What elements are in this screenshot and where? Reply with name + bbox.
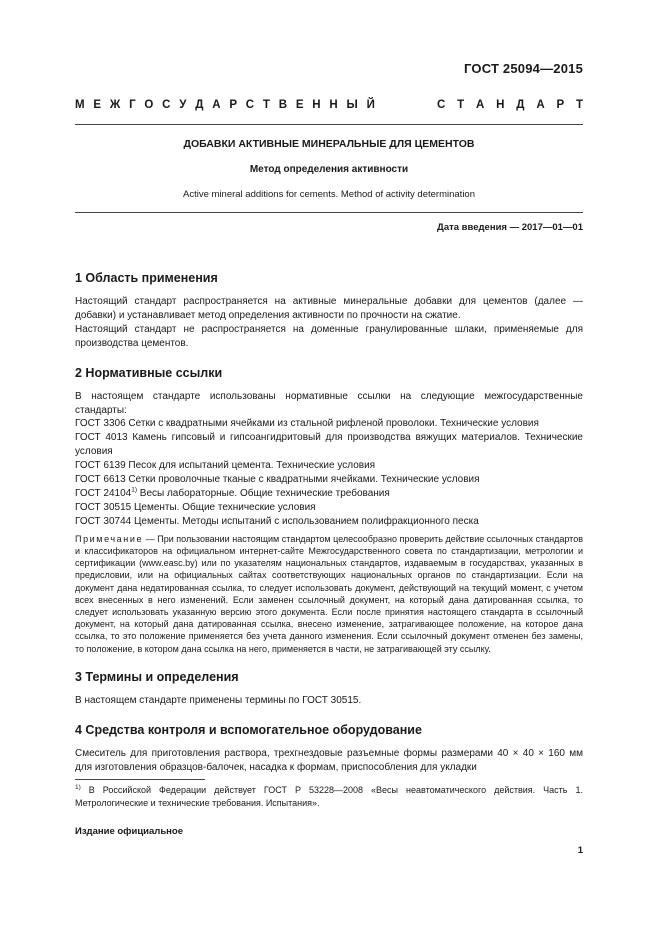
document-title: ДОБАВКИ АКТИВНЫЕ МИНЕРАЛЬНЫЕ ДЛЯ ЦЕМЕНТОВ bbox=[183, 138, 475, 150]
footnote: $^{1)}$ В Российской Федерации действует ГОСТ Р 53228—2008 «Весы неавтоматического действия. Часть 1. Метрологические и технические требования. Испытания». bbox=[75, 784, 583, 808]
footnote-marker: 1) bbox=[131, 486, 137, 494]
introduction-date: Дата введения — 2017—01—01 bbox=[437, 222, 583, 233]
section-1-paragraph-2: Настоящий стандарт не распространяется на доменные гранулированные шлаки, применяемые для производства цементов. bbox=[75, 323, 583, 349]
section-2-heading: 2 Нормативные ссылки bbox=[75, 365, 223, 380]
document-title-english: Active mineral additions for cements. Method of activity determination bbox=[183, 189, 475, 200]
header-rule-bottom bbox=[75, 212, 583, 213]
interstate-word-2: С Т А Н Д А Р Т bbox=[437, 99, 583, 111]
note-paragraph: Примечание — При пользовании настоящим стандартом целесообразно проверить действие ссылочных стандартов и классификаторов на официальном интернет-сайте Межгосударственного совета по стандартизации, метрологии и сертификации (www.easc.by) или по указателям национальных стандартов, издаваемым в государствах, указанных в предисловии, или на официальных сайтах соответствующих национальных органов по стандартизации. Если на документ дана недатированная ссылка, то следует использовать документ, действующий на текущий момент, с учетом всех внесенных в него изменений. Если заменен ссылочный документ, на который дана датированная ссылка, то следует использовать указанную версию этого документа. Если после принятия настоящего стандарта в ссылочный документ, на который дана датированная ссылка, внесено изменение, затрагивающее положение, на которое дана ссылка, то это положение применяется без учета данного изменения. Если ссылочный документ отменен без замены, то положение, в котором дана ссылка на него, применяется в части, не затрагивающей эту ссылку. bbox=[75, 533, 583, 654]
note-label: Примечание bbox=[75, 533, 144, 544]
document-body bbox=[75, 270, 583, 774]
section-4-paragraph-1: Смеситель для приготовления раствора, трехгнездовые разъемные формы размерами 40 × 40 × 160 мм для изготовления образцов-балочек, насадка к формам, приспособления для укладки bbox=[75, 747, 583, 773]
interstate-standard-banner bbox=[75, 99, 583, 111]
reference-item: ГОСТ 6613 Сетки проволочные тканые с квадратными ячейками. Технические условия bbox=[75, 474, 480, 486]
reference-item: ГОСТ 30744 Цементы. Методы испытаний с использованием полифракционного песка bbox=[75, 515, 479, 527]
gost-number: ГОСТ 25094—2015 bbox=[464, 61, 583, 76]
header-rule-top bbox=[75, 124, 583, 125]
section-1-paragraph-1: Настоящий стандарт распространяется на активные минеральные добавки для цементов (далее — добавки) и устанавливает метод определения активности по прочности на сжатие. bbox=[75, 296, 583, 321]
section-2-intro: В настоящем стандарте использованы нормативные ссылки на следующие межгосударственные стандарты: bbox=[75, 390, 583, 416]
section-3-heading: 3 Термины и определения bbox=[75, 669, 239, 684]
interstate-word-1: М Е Ж Г О С У Д А Р С Т В Е Н Н Ы Й bbox=[75, 99, 375, 111]
page-number: 1 bbox=[577, 845, 583, 856]
section-1-heading: 1 Область применения bbox=[75, 271, 218, 285]
section-3-paragraph-1: В настоящем стандарте применены термины по ГОСТ 30515. bbox=[75, 694, 362, 706]
section-4-heading: 4 Средства контроля и вспомогательное оборудование bbox=[75, 722, 422, 737]
reference-item: ГОСТ 3306 Сетки с квадратными ячейками из стальной рифленой проволоки. Технические условия bbox=[75, 418, 539, 430]
footnote-marker: 1) bbox=[75, 784, 81, 791]
document-subtitle: Метод определения активности bbox=[249, 164, 409, 175]
edition-label: Издание официальное bbox=[75, 826, 183, 837]
reference-item: ГОСТ 4013 Камень гипсовый и гипсоангидритовый для производства вяжущих материалов. Технические условия bbox=[75, 432, 583, 458]
reference-item: ГОСТ 6139 Песок для испытаний цемента. Технические условия bbox=[75, 460, 376, 472]
reference-item: ГОСТ 24104$^{1)}$ Весы лабораторные. Общие технические требования bbox=[75, 486, 390, 499]
footnote-separator bbox=[75, 779, 205, 780]
reference-item: ГОСТ 30515 Цементы. Общие технические условия bbox=[75, 501, 316, 513]
